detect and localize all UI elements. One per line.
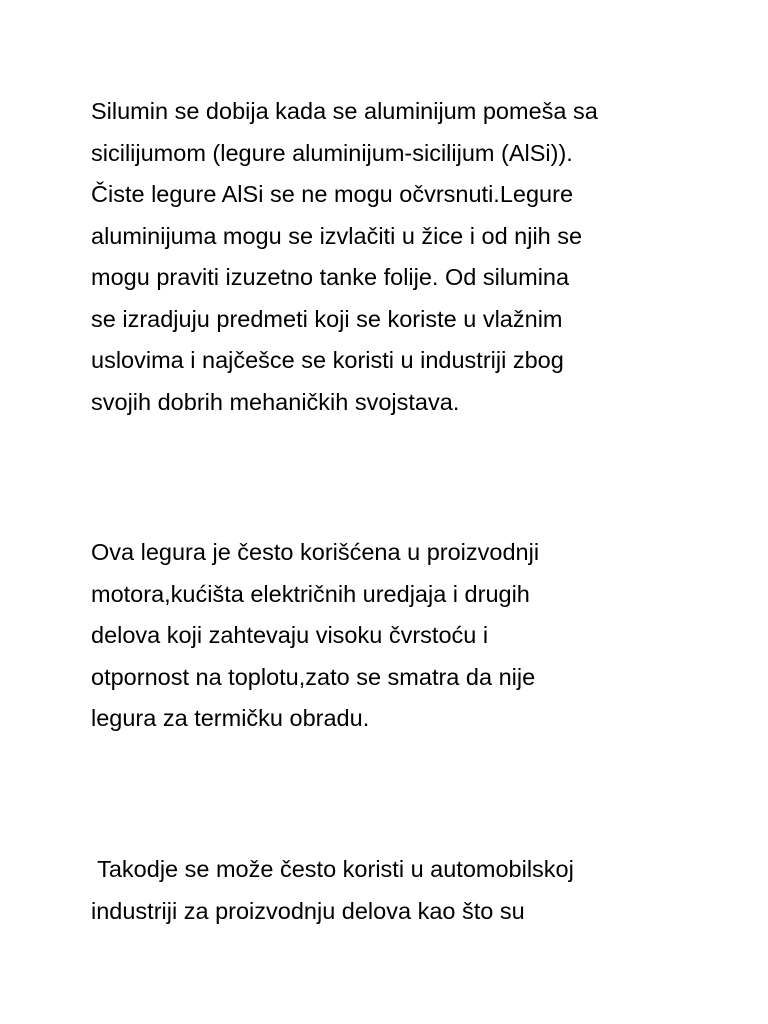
paragraph-1-line-2: sicilijumom (legure aluminijum-sicilijum (AlSi)). xyxy=(91,140,573,166)
paragraph-1-line-3: Čiste legure AlSi se ne mogu očvrsnuti.Legure xyxy=(91,181,574,207)
paragraph-1-line-7: uslovima i najčešce se koristi u industriji zbog xyxy=(91,347,564,373)
paragraph-1-line-8: svojih dobrih mehaničkih svojstava. xyxy=(91,389,460,415)
paragraph-2-line-2: motora,kućišta električnih uredjaja i drugih xyxy=(91,581,530,607)
paragraph-3-line-1: Takodje se može često koristi u automobilskoj xyxy=(91,856,574,882)
paragraph-1-line-6: se izradjuju predmeti koji se koriste u vlažnim xyxy=(91,306,563,332)
paragraph-2-line-5: legura za termičku obradu. xyxy=(91,705,370,731)
paragraph-2-line-4: otpornost na toplotu,zato se smatra da nije xyxy=(91,664,536,690)
paragraph-1-line-4: aluminijuma mogu se izvlačiti u žice i od njih se xyxy=(91,223,583,249)
paragraph-3-line-2: industriji za proizvodnju delova kao što su xyxy=(91,898,525,924)
paragraph-1-line-5: mogu praviti izuzetno tanke folije. Od silumina xyxy=(91,264,570,290)
paragraph-2-line-1: Ova legura je često korišćena u proizvodnji xyxy=(91,539,540,565)
paragraph-2-line-3: delova koji zahtevaju visoku čvrstoću i xyxy=(91,622,489,648)
paragraph-1-line-1: Silumin se dobija kada se aluminijum pomeša sa xyxy=(91,98,598,124)
